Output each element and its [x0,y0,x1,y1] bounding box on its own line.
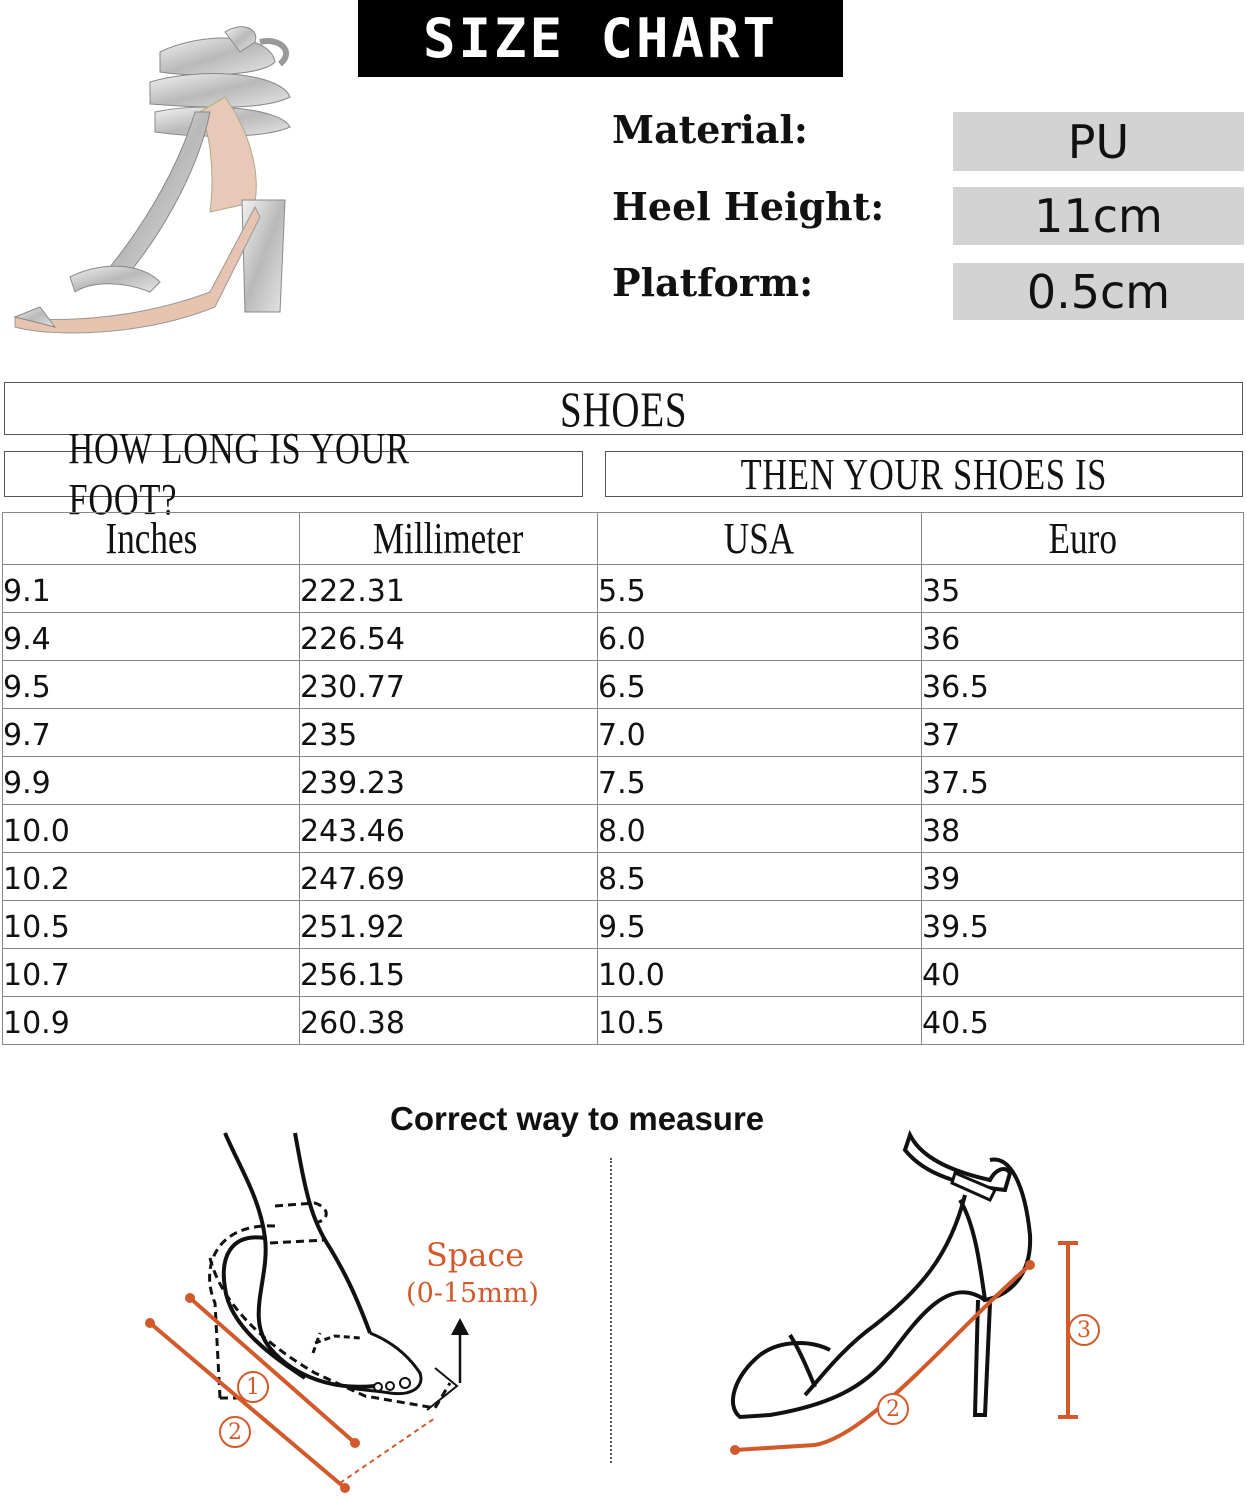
table-cell: 39 [922,853,1244,901]
table-row [3,613,1244,661]
space-label: Space [425,1236,525,1274]
table-row [3,757,1244,805]
table-row [3,805,1244,853]
measure-divider [610,1158,612,1463]
foot-in-heel-diagram-icon [135,1128,565,1498]
table-cell: 10.5 [3,901,300,949]
column-header-usa-text: USA [724,514,795,563]
table-row [3,565,1244,613]
table-row [3,901,1244,949]
table-cell: 9.7 [3,709,300,757]
column-header-inches-text: Inches [105,514,197,563]
spec-label-heel-height: Heel Height: [612,184,885,229]
spec-value-material: PU [953,112,1244,171]
table-cell: 10.0 [3,805,300,853]
spec-label-material: Material: [612,107,808,152]
table-cell: 7.0 [598,709,922,757]
table-cell: 10.5 [598,997,922,1045]
size-table-body [3,565,1244,1045]
table-cell: 243.46 [300,805,598,853]
spec-value-platform: 0.5cm [953,263,1244,320]
shoe-size-heading-text: THEN YOUR SHOES IS [740,449,1108,499]
foot-length-heading-text: HOW LONG IS YOUR FOOT? [68,424,410,524]
size-chart-title: SIZE CHART [358,0,843,77]
measure-marker-3: 3 [1077,1318,1091,1343]
table-cell: 36.5 [922,661,1244,709]
table-cell: 9.5 [3,661,300,709]
table-cell: 6.5 [598,661,922,709]
column-header-euro-text: Euro [1048,514,1117,563]
table-cell: 9.9 [3,757,300,805]
size-table-header-row [3,513,1244,565]
table-cell: 37.5 [922,757,1244,805]
table-cell: 38 [922,805,1244,853]
table-cell: 8.0 [598,805,922,853]
table-cell: 9.4 [3,613,300,661]
spec-value-heel-height: 11cm [953,187,1244,245]
table-cell: 230.77 [300,661,598,709]
size-table [2,512,1244,1045]
table-cell: 36 [922,613,1244,661]
table-cell: 247.69 [300,853,598,901]
measure-title: Correct way to measure [390,1100,765,1137]
table-cell: 226.54 [300,613,598,661]
table-cell: 8.5 [598,853,922,901]
table-row [3,853,1244,901]
table-cell: 256.15 [300,949,598,997]
table-cell: 10.0 [598,949,922,997]
space-range: (0-15mm) [406,1278,539,1309]
table-cell: 35 [922,565,1244,613]
table-row [3,709,1244,757]
column-header-millimeter [300,513,598,565]
table-cell: 235 [300,709,598,757]
table-cell: 40 [922,949,1244,997]
foot-length-heading [4,424,583,524]
shoes-section-title-text: SHOES [559,380,688,437]
table-cell: 37 [922,709,1244,757]
table-cell: 9.5 [598,901,922,949]
table-cell: 6.0 [598,613,922,661]
heel-outline-diagram-icon [720,1125,1120,1470]
table-cell: 10.7 [3,949,300,997]
measure-marker-2-right: 2 [886,1397,900,1422]
column-header-millimeter-text: Millimeter [373,514,524,563]
column-header-usa [598,513,922,565]
table-cell: 10.2 [3,853,300,901]
table-cell: 5.5 [598,565,922,613]
table-row [3,949,1244,997]
table-cell: 40.5 [922,997,1244,1045]
table-cell: 7.5 [598,757,922,805]
shoe-size-heading [605,451,1243,497]
table-cell: 39.5 [922,901,1244,949]
spec-label-platform: Platform: [612,260,814,305]
table-row [3,997,1244,1045]
table-cell: 251.92 [300,901,598,949]
column-header-euro [922,513,1244,565]
table-cell: 239.23 [300,757,598,805]
column-header-inches [3,513,300,565]
silver-lace-up-heel-sandal-icon [10,22,310,352]
table-cell: 10.9 [3,997,300,1045]
measure-marker-1: 1 [246,1375,260,1400]
measure-marker-2-left: 2 [228,1420,242,1445]
table-cell: 260.38 [300,997,598,1045]
table-cell: 9.1 [3,565,300,613]
table-row [3,661,1244,709]
table-cell: 222.31 [300,565,598,613]
